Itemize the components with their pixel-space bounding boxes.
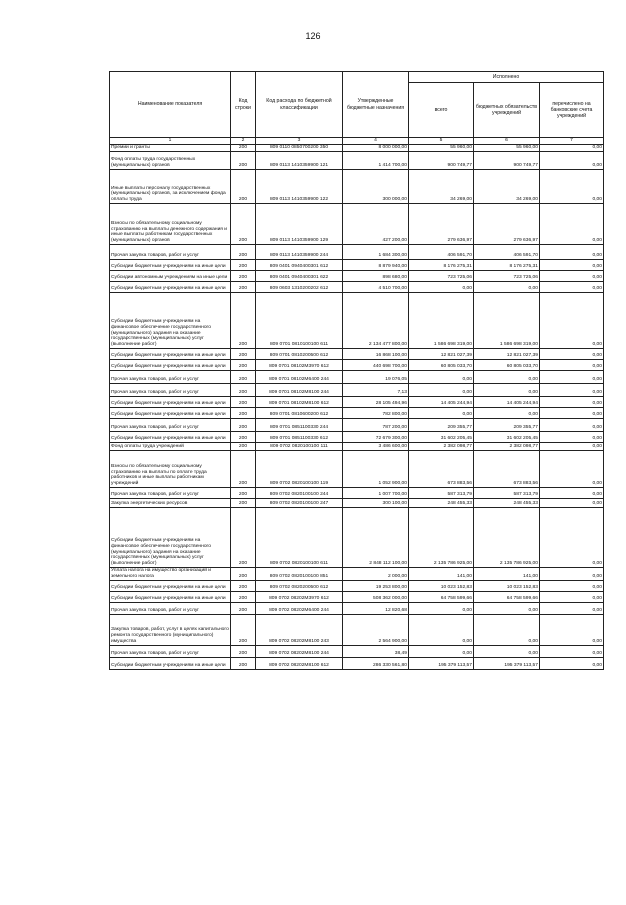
row-executed-transferred: 0,00 (540, 614, 604, 645)
row-executed-total: 55 960,00 (409, 145, 474, 152)
row-approved: 2 000,00 (343, 568, 409, 581)
row-executed-total: 406 591,70 (409, 245, 474, 260)
row-code: 200 (231, 568, 256, 581)
row-name: Прочая закупка товаров, работ и услуг (110, 645, 231, 657)
row-executed-transferred: 0,00 (540, 145, 604, 152)
row-approved: 19 076,05 (343, 371, 409, 384)
row-code: 200 (231, 602, 256, 614)
row-approved: 1 007 700,00 (343, 488, 409, 499)
row-approved: 72 679 300,00 (343, 432, 409, 443)
page-number: 126 (305, 31, 321, 41)
row-executed-total: 2 135 786 925,00 (409, 508, 474, 568)
row-code: 200 (231, 580, 256, 591)
row-code: 200 (231, 657, 256, 669)
row-executed-obligations: 406 591,70 (474, 245, 540, 260)
row-budget-code: 809 0113 1410359900 129 (256, 204, 343, 245)
table-row (110, 204, 604, 245)
row-executed-transferred: 0,00 (540, 591, 604, 602)
header-transferred: перечислено на банковские счета учреждений (540, 83, 604, 138)
row-budget-code: 809 0701 08102М6400 244 (256, 371, 343, 384)
row-budget-code: 809 0701 08102М3970 612 (256, 360, 343, 371)
column-number: 7 (540, 138, 604, 145)
row-executed-obligations: 673 883,56 (474, 451, 540, 488)
row-budget-code: 809 0702 08202М8100 612 (256, 657, 343, 669)
row-executed-transferred: 0,00 (540, 293, 604, 349)
row-code: 200 (231, 408, 256, 419)
row-code: 200 (231, 508, 256, 568)
table-row (110, 657, 604, 669)
table-row (110, 371, 604, 384)
row-code: 200 (231, 293, 256, 349)
column-number: 6 (474, 138, 540, 145)
row-approved: 4 510 700,00 (343, 282, 409, 293)
table-row (110, 384, 604, 397)
row-budget-code: 809 0701 0851100330 244 (256, 419, 343, 432)
row-executed-obligations: 10 023 152,83 (474, 580, 540, 591)
row-code: 200 (231, 591, 256, 602)
table-row (110, 419, 604, 432)
row-approved: 19 253 800,00 (343, 580, 409, 591)
row-name: Прочая закупка товаров, работ и услуг (110, 488, 231, 499)
row-executed-total: 209 355,77 (409, 419, 474, 432)
row-code: 200 (231, 260, 256, 271)
row-executed-obligations: 900 749,77 (474, 152, 540, 170)
row-code: 200 (231, 360, 256, 371)
row-executed-obligations: 55 960,00 (474, 145, 540, 152)
row-executed-total: 0,00 (409, 602, 474, 614)
row-budget-code: 809 0702 08202М3970 612 (256, 591, 343, 602)
row-approved: 7,13 (343, 384, 409, 397)
column-number: 1 (110, 138, 231, 145)
row-name: Взносы по обязательному социальному страхованию на выплаты денежного содержания и иные выплаты работникам государственных (муниципальных) органов (110, 204, 231, 245)
row-executed-transferred: 0,00 (540, 432, 604, 443)
row-name: Закупка товаров, работ, услуг в целях капитального ремонта государственного (муниципального) имущества (110, 614, 231, 645)
row-executed-transferred: 0,00 (540, 419, 604, 432)
row-budget-code: 809 0701 0810600200 612 (256, 408, 343, 419)
row-executed-transferred: 0,00 (540, 245, 604, 260)
row-executed-transferred: 0,00 (540, 360, 604, 371)
row-budget-code: 809 0702 0820200500 612 (256, 580, 343, 591)
row-name: Субсидии бюджетным учреждениям на иные цели (110, 260, 231, 271)
row-approved: 1 684 300,00 (343, 245, 409, 260)
row-approved: 787 200,00 (343, 419, 409, 432)
column-number: 4 (343, 138, 409, 145)
row-name: Субсидии бюджетным учреждениям на иные цели (110, 408, 231, 419)
table-body (110, 138, 604, 670)
row-name: Субсидии бюджетным учреждениям на иные цели (110, 349, 231, 360)
row-name: Субсидии бюджетным учреждениям на иные цели (110, 432, 231, 443)
column-number: 2 (231, 138, 256, 145)
row-executed-transferred: 0,00 (540, 602, 604, 614)
row-name: Взносы по обязательному социальному страхованию на выплаты по оплате труда работников и иные выплаты работникам учреждений (110, 451, 231, 488)
row-code: 200 (231, 443, 256, 451)
row-name: Фонд оплаты труда государственных (муниципальных) органов (110, 152, 231, 170)
table-row (110, 614, 604, 645)
table-row (110, 591, 604, 602)
row-executed-obligations: 0,00 (474, 602, 540, 614)
row-executed-obligations: 209 355,77 (474, 419, 540, 432)
header-code: Код строки (231, 72, 256, 138)
row-budget-code: 809 0702 0820100100 119 (256, 451, 343, 488)
row-executed-obligations: 34 269,00 (474, 170, 540, 204)
row-executed-obligations: 0,00 (474, 408, 540, 419)
table-row (110, 349, 604, 360)
row-executed-obligations: 0,00 (474, 371, 540, 384)
row-approved: 28 105 494,96 (343, 397, 409, 408)
header-approved: Утвержденные бюджетные назначения (343, 72, 409, 138)
row-executed-total: 31 602 205,45 (409, 432, 474, 443)
row-executed-total: 0,00 (409, 645, 474, 657)
row-executed-total: 0,00 (409, 371, 474, 384)
column-numbers-row (110, 138, 604, 145)
row-executed-obligations: 31 602 205,45 (474, 432, 540, 443)
table-row (110, 282, 604, 293)
row-code: 200 (231, 499, 256, 508)
row-budget-code: 809 0701 0851100330 612 (256, 432, 343, 443)
row-executed-obligations: 60 805 033,70 (474, 360, 540, 371)
row-executed-obligations: 195 379 113,57 (474, 657, 540, 669)
row-name: Прочая закупка товаров, работ и услуг (110, 419, 231, 432)
table-row (110, 293, 604, 349)
row-approved: 12 820,68 (343, 602, 409, 614)
row-code: 200 (231, 271, 256, 282)
row-name: Иные выплаты персоналу государственных (муниципальных) органов, за исключением фонда оплаты труда (110, 170, 231, 204)
row-name: Прочая закупка товаров, работ и услуг (110, 602, 231, 614)
row-budget-code: 809 0702 0820100100 247 (256, 499, 343, 508)
row-code: 200 (231, 145, 256, 152)
row-executed-obligations: 8 176 275,31 (474, 260, 540, 271)
table-row (110, 245, 604, 260)
header-budget-code: Код расхода по бюджетной классификации (256, 72, 343, 138)
row-approved: 300 000,00 (343, 170, 409, 204)
row-executed-transferred: 0,00 (540, 508, 604, 568)
row-executed-obligations: 0,00 (474, 384, 540, 397)
row-executed-transferred: 0,00 (540, 451, 604, 488)
row-executed-transferred: 0,00 (540, 499, 604, 508)
row-code: 200 (231, 397, 256, 408)
table-row (110, 260, 604, 271)
header-name: Наименование показателя (110, 72, 231, 138)
budget-execution-table (109, 71, 604, 670)
row-executed-total: 900 749,77 (409, 152, 474, 170)
row-executed-obligations: 12 821 027,39 (474, 349, 540, 360)
row-executed-transferred: 0,00 (540, 371, 604, 384)
header-total: всего (409, 83, 474, 138)
row-executed-transferred: 0,00 (540, 260, 604, 271)
row-name: Субсидии бюджетным учреждениям на иные цели (110, 591, 231, 602)
row-code: 200 (231, 349, 256, 360)
row-executed-total: 723 725,06 (409, 271, 474, 282)
row-approved: 1 052 900,00 (343, 451, 409, 488)
row-code: 200 (231, 645, 256, 657)
table-row (110, 397, 604, 408)
row-budget-code: 809 0701 08102М8100 612 (256, 397, 343, 408)
row-name: Субсидии бюджетным учреждениям на иные цели (110, 397, 231, 408)
row-approved: 38,49 (343, 645, 409, 657)
row-executed-total: 248 455,33 (409, 499, 474, 508)
row-executed-total: 60 805 033,70 (409, 360, 474, 371)
row-executed-total: 1 586 698 319,00 (409, 293, 474, 349)
row-code: 200 (231, 152, 256, 170)
row-approved: 898 680,00 (343, 271, 409, 282)
table-row (110, 360, 604, 371)
row-executed-total: 34 269,00 (409, 170, 474, 204)
row-approved: 2 134 477 800,00 (343, 293, 409, 349)
row-executed-total: 0,00 (409, 408, 474, 419)
row-name: Субсидии бюджетным учреждениям на иные цели (110, 657, 231, 669)
row-code: 200 (231, 384, 256, 397)
row-budget-code: 809 0603 1310200202 612 (256, 282, 343, 293)
row-executed-transferred: 0,00 (540, 488, 604, 499)
row-approved: 8 000 000,00 (343, 145, 409, 152)
row-name: Субсидии автономным учреждениям на иные цели (110, 271, 231, 282)
table-row (110, 568, 604, 581)
row-code: 200 (231, 451, 256, 488)
row-executed-total: 0,00 (409, 614, 474, 645)
row-name: Прочая закупка товаров, работ и услуг (110, 245, 231, 260)
row-budget-code: 809 0702 08202М8100 244 (256, 645, 343, 657)
row-code: 200 (231, 419, 256, 432)
row-approved: 2 564 900,00 (343, 614, 409, 645)
row-code: 200 (231, 170, 256, 204)
row-approved: 16 868 100,00 (343, 349, 409, 360)
row-executed-transferred: 0,00 (540, 580, 604, 591)
row-executed-obligations: 587 313,79 (474, 488, 540, 499)
header-obligations: бюджетных обязательств учреждений (474, 83, 540, 138)
row-executed-total: 195 379 113,57 (409, 657, 474, 669)
row-budget-code: 809 0113 1410359900 121 (256, 152, 343, 170)
row-name: Субсидии бюджетным учреждениям на финансовое обеспечение государственного (муниципального) задания на оказание государственных (муниципальных) услуг (выполнение работ) (110, 508, 231, 568)
table-row (110, 271, 604, 282)
row-approved: 782 800,00 (343, 408, 409, 419)
table-row (110, 170, 604, 204)
row-budget-code: 809 0110 0850700200 350 (256, 145, 343, 152)
row-executed-transferred: 0,00 (540, 271, 604, 282)
row-executed-obligations: 2 135 786 925,00 (474, 508, 540, 568)
row-executed-transferred: 0,00 (540, 443, 604, 451)
row-name: Субсидии бюджетным учреждениям на иные цели (110, 360, 231, 371)
table-row (110, 451, 604, 488)
row-name: Закупка энергетических ресурсов (110, 499, 231, 508)
row-executed-transferred: 0,00 (540, 152, 604, 170)
row-name: Субсидии бюджетным учреждениям на иные цели (110, 580, 231, 591)
row-approved: 3 486 600,00 (343, 443, 409, 451)
row-name: Субсидии бюджетным учреждениям на иные цели (110, 282, 231, 293)
row-executed-obligations: 2 382 098,77 (474, 443, 540, 451)
row-approved: 300 100,00 (343, 499, 409, 508)
row-executed-total: 64 758 599,66 (409, 591, 474, 602)
table-row (110, 499, 604, 508)
row-approved: 8 879 940,00 (343, 260, 409, 271)
row-budget-code: 809 0701 0810200500 612 (256, 349, 343, 360)
table-row (110, 152, 604, 170)
row-name: Фонд оплаты труда учреждений (110, 443, 231, 451)
row-executed-total: 587 313,79 (409, 488, 474, 499)
row-executed-transferred: 0,00 (540, 384, 604, 397)
row-executed-obligations: 279 636,97 (474, 204, 540, 245)
row-executed-obligations: 64 758 599,66 (474, 591, 540, 602)
row-budget-code: 809 0401 0940400301 612 (256, 260, 343, 271)
row-name: Прочая закупка товаров, работ и услуг (110, 384, 231, 397)
row-executed-total: 673 883,56 (409, 451, 474, 488)
row-executed-obligations: 723 725,06 (474, 271, 540, 282)
table-row (110, 488, 604, 499)
row-code: 200 (231, 282, 256, 293)
row-executed-obligations: 0,00 (474, 645, 540, 657)
table-row (110, 580, 604, 591)
row-executed-total: 0,00 (409, 384, 474, 397)
row-executed-obligations: 248 455,33 (474, 499, 540, 508)
row-executed-total: 10 023 152,83 (409, 580, 474, 591)
row-executed-total: 14 405 244,94 (409, 397, 474, 408)
row-budget-code: 809 0702 0820100100 611 (256, 508, 343, 568)
row-executed-total: 279 636,97 (409, 204, 474, 245)
table-row (110, 602, 604, 614)
row-code: 200 (231, 488, 256, 499)
row-code: 200 (231, 371, 256, 384)
table-row (110, 408, 604, 419)
row-name: Премии и гранты (110, 145, 231, 152)
row-executed-obligations: 1 586 698 319,00 (474, 293, 540, 349)
row-executed-obligations: 14 405 244,94 (474, 397, 540, 408)
row-executed-total: 12 821 027,39 (409, 349, 474, 360)
row-budget-code: 809 0113 1410359900 244 (256, 245, 343, 260)
row-code: 200 (231, 245, 256, 260)
row-code: 200 (231, 614, 256, 645)
row-approved: 427 200,00 (343, 204, 409, 245)
row-executed-transferred: 0,00 (540, 657, 604, 669)
row-approved: 1 414 700,00 (343, 152, 409, 170)
row-executed-obligations: 0,00 (474, 614, 540, 645)
row-name: Уплата налога на имущество организаций и земельного налога (110, 568, 231, 581)
row-executed-transferred: 0,00 (540, 568, 604, 581)
column-number: 5 (409, 138, 474, 145)
row-budget-code: 809 0702 0820100100 111 (256, 443, 343, 451)
row-executed-transferred: 0,00 (540, 645, 604, 657)
row-budget-code: 809 0702 0820100100 851 (256, 568, 343, 581)
row-executed-transferred: 0,00 (540, 349, 604, 360)
row-budget-code: 809 0701 08102М8100 244 (256, 384, 343, 397)
row-code: 200 (231, 204, 256, 245)
row-budget-code: 809 0113 1410359900 122 (256, 170, 343, 204)
table-row (110, 432, 604, 443)
row-budget-code: 809 0702 08202М6400 244 (256, 602, 343, 614)
column-number: 3 (256, 138, 343, 145)
row-name: Прочая закупка товаров, работ и услуг (110, 371, 231, 384)
header-executed: Исполнено (409, 72, 604, 83)
row-executed-transferred: 0,00 (540, 170, 604, 204)
row-executed-total: 2 382 098,77 (409, 443, 474, 451)
table-row (110, 645, 604, 657)
row-executed-transferred: 0,00 (540, 282, 604, 293)
row-executed-transferred: 0,00 (540, 397, 604, 408)
row-budget-code: 809 0701 0810100100 611 (256, 293, 343, 349)
row-executed-obligations: 0,00 (474, 282, 540, 293)
row-approved: 440 698 700,00 (343, 360, 409, 371)
row-executed-total: 8 176 275,31 (409, 260, 474, 271)
table-row (110, 508, 604, 568)
row-executed-obligations: 141,00 (474, 568, 540, 581)
row-name: Субсидии бюджетным учреждениям на финансовое обеспечение государственного (муниципального) задания на оказание государственных (муниципальных) услуг (выполнение работ) (110, 293, 231, 349)
row-executed-total: 141,00 (409, 568, 474, 581)
table-row (110, 145, 604, 152)
row-budget-code: 809 0702 0820100100 244 (256, 488, 343, 499)
row-executed-transferred: 0,00 (540, 408, 604, 419)
row-approved: 286 330 561,80 (343, 657, 409, 669)
row-budget-code: 809 0702 08202М8100 243 (256, 614, 343, 645)
table-row (110, 443, 604, 451)
row-approved: 508 362 000,00 (343, 591, 409, 602)
row-budget-code: 809 0401 0940400301 622 (256, 271, 343, 282)
row-executed-transferred: 0,00 (540, 204, 604, 245)
row-executed-total: 0,00 (409, 282, 474, 293)
row-approved: 2 848 112 100,00 (343, 508, 409, 568)
row-code: 200 (231, 432, 256, 443)
